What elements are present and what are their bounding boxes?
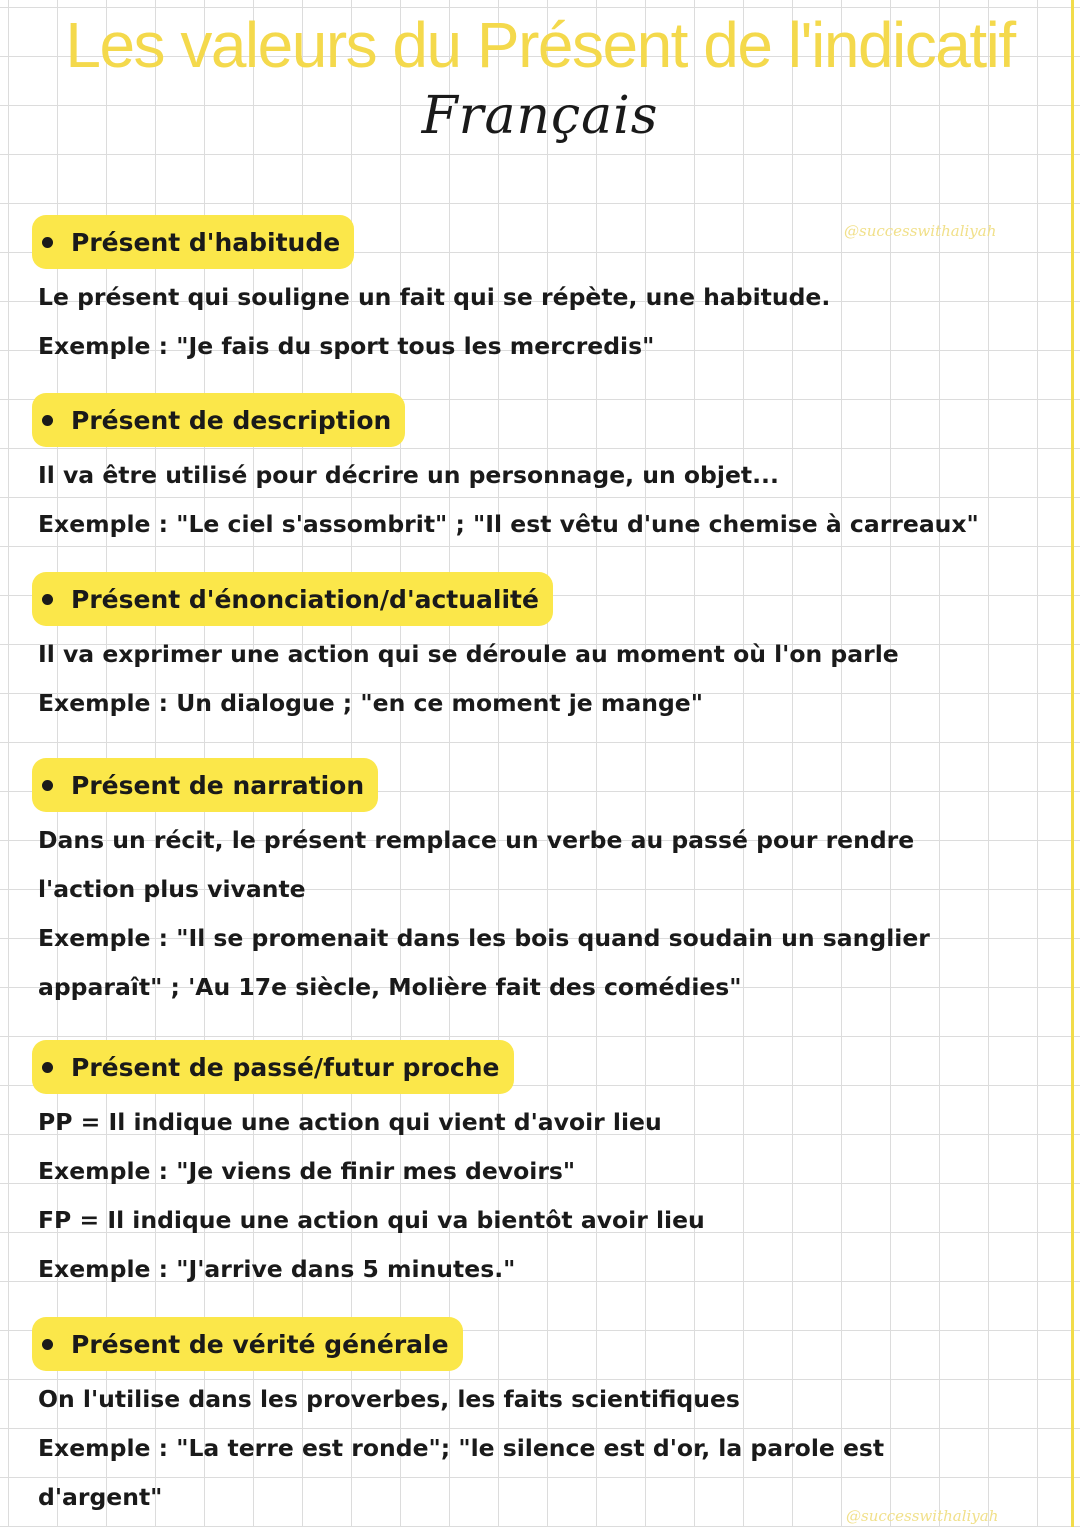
section-heading <box>32 758 378 812</box>
bullet-icon <box>42 1339 53 1350</box>
bullet-icon <box>42 415 53 426</box>
section-body <box>32 1375 1032 1522</box>
section-heading <box>32 1040 514 1094</box>
section-body <box>32 451 1032 549</box>
bullet-icon <box>42 237 53 248</box>
section-verite-generale <box>32 1317 1032 1522</box>
bullet-icon <box>42 1062 53 1073</box>
example-line: Exemple : "J'arrive dans 5 minutes." <box>38 1255 516 1283</box>
example-line: d'argent" <box>38 1483 163 1511</box>
section-heading <box>32 572 553 626</box>
section-body <box>32 273 1032 371</box>
page-edge-accent <box>1071 0 1074 1527</box>
body-line: FP = Il indique une action qui va bientôt avoir lieu <box>38 1206 705 1234</box>
example-line: Exemple : Un dialogue ; "en ce moment je mange" <box>38 689 703 717</box>
body-line: l'action plus vivante <box>38 875 306 903</box>
section-heading-label: Présent de narration <box>71 770 365 800</box>
example-line: apparaît" ; 'Au 17e siècle, Molière fait des comédies" <box>38 973 742 1001</box>
section-heading <box>32 215 354 269</box>
example-line: Exemple : "La terre est ronde"; "le silence est d'or, la parole est <box>38 1434 885 1462</box>
example-line: Exemple : "Le ciel s'assombrit" ; "Il est vêtu d'une chemise à carreaux" <box>38 510 979 538</box>
section-narration <box>32 758 1032 1012</box>
section-description <box>32 393 1032 549</box>
page-title: Les valeurs du Présent de l'indicatif <box>65 9 1015 81</box>
example-line: Exemple : "Je fais du sport tous les mercredis" <box>38 332 655 360</box>
section-heading-label: Présent de passé/futur proche <box>71 1052 500 1082</box>
section-body <box>32 630 1032 728</box>
section-heading <box>32 393 405 447</box>
watermark-bottom: @successwithaliyah <box>846 1507 999 1525</box>
body-line: Il va être utilisé pour décrire un personnage, un objet... <box>38 461 779 489</box>
bullet-icon <box>42 780 53 791</box>
section-body <box>32 816 1032 1012</box>
body-line: Le présent qui souligne un fait qui se répète, une habitude. <box>38 283 831 311</box>
body-line: Il va exprimer une action qui se déroule au moment où l'on parle <box>38 640 899 668</box>
section-heading-label: Présent de description <box>71 405 392 435</box>
body-line: On l'utilise dans les proverbes, les faits scientifiques <box>38 1385 740 1413</box>
section-passe-futur-proche <box>32 1040 1032 1294</box>
section-body <box>32 1098 1032 1294</box>
section-heading-label: Présent d'énonciation/d'actualité <box>71 584 539 614</box>
section-heading-label: Présent de vérité générale <box>71 1329 449 1359</box>
section-enonciation <box>32 572 1032 728</box>
body-line: Dans un récit, le présent remplace un verbe au passé pour rendre <box>38 826 915 854</box>
section-habitude <box>32 215 1032 371</box>
example-line: Exemple : "Je viens de finir mes devoirs" <box>38 1157 576 1185</box>
section-heading-label: Présent d'habitude <box>71 227 341 257</box>
body-line: PP = Il indique une action qui vient d'avoir lieu <box>38 1108 662 1136</box>
page-subtitle: Français <box>421 86 659 146</box>
watermark-top: @successwithaliyah <box>844 222 997 240</box>
section-heading <box>32 1317 463 1371</box>
example-line: Exemple : "Il se promenait dans les bois quand soudain un sanglier <box>38 924 930 952</box>
bullet-icon <box>42 594 53 605</box>
